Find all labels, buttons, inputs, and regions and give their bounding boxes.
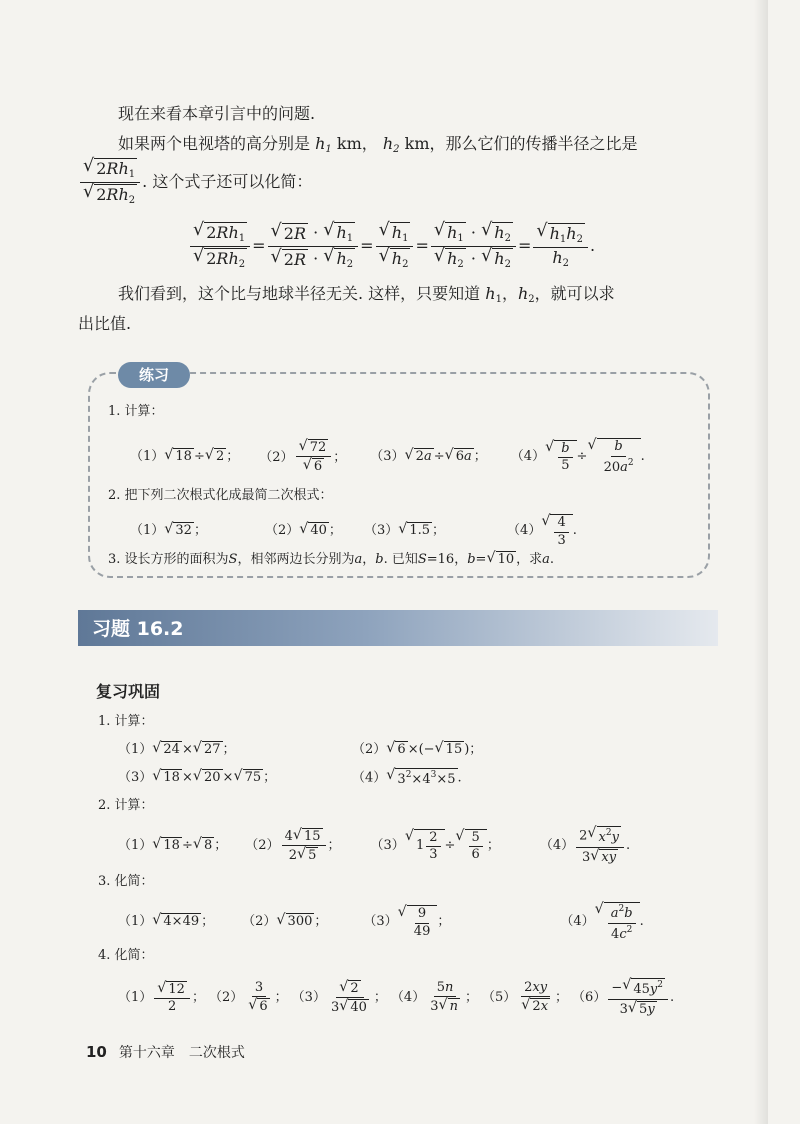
practice-q3-text-a: 3. 设长方形的面积为: [108, 552, 229, 567]
exercise-2-items: （1） √ 18 ÷ √ 8 ； （2） 4 √ 15 2 √ 5 ； （3） √ 1 $\frac{2}{3}$ ÷ √ $\frac{5}{6}$ ； （4） 2 √ $x^2y$ 3 √ xy .: [118, 825, 631, 865]
intro-text-b: 那么它们的传播半径之比是: [445, 134, 638, 153]
practice-q2-label: 2. 把下列二次根式化成最简二次根式：: [108, 488, 333, 503]
practice-q1-items: （1） √ 18 ÷ √ 2 ； （2） √ 72 √ 6 ； （3） √ 2a ÷ √ 6a ； （4） √ $\frac{b}{5}$ ÷ √ $\frac{b}{20a^2}$ .: [130, 437, 645, 475]
practice-q3-text-c: 已知: [391, 552, 418, 567]
practice-q1-label: 1. 计算：: [108, 404, 164, 419]
conclusion-text-b: ，就可以求: [534, 284, 615, 303]
display-equation: √ $2Rh_1$ √ $2Rh_2$ = √ 2R · √ $h_1$ √ 2R · √ $h_2$ = √ $h_1$ √ $h_2$ = √ $h_1$ · √ $h_2$ √ $h_2$ · √ $h_2$ = √ $h_1h_2$ $h_2$ .: [188, 222, 595, 270]
practice-tag: 练习: [118, 362, 190, 388]
practice-q2-items: （1） √ 32 ； （2） √ 40 ； （3） √ 1.5 ； （4） √ $\frac{4}{3}$ .: [130, 513, 577, 548]
page-binding-shadow: [754, 0, 768, 1124]
unit-km-2: km: [404, 134, 430, 153]
exercise-3-items: （1） √ 4×49 ； （2） √ 300 ； （3） √ $\frac{9}{49}$ ； （4） √ $\frac{a^2b}{4c^2}$ .: [118, 901, 644, 942]
var-h2: $h_2$: [382, 134, 400, 155]
page-footer: [86, 1042, 245, 1062]
exercise-1-4: （4） √ $3^2\times 4^3\times 5$ .: [352, 767, 462, 787]
conclusion-line-2: 出比值.: [78, 314, 132, 333]
exercise-4-label: 4. 化简：: [98, 948, 154, 963]
chapter-title: 第十六章 二次根式: [118, 1045, 245, 1061]
intro-text-a: 如果两个电视塔的高分别是: [118, 134, 311, 153]
practice-q3-text-d: 求: [529, 552, 543, 567]
practice-q3-text-b: ，相邻两边长分别为: [237, 552, 355, 567]
var-h1: $h_1$: [315, 134, 332, 155]
conclusion-text-a: 我们看到，这个比与地球半径无关. 这样，只要知道: [118, 284, 481, 303]
conclusion-line-1: 我们看到，这个比与地球半径无关. 这样，只要知道 $h_1$，$h_2$，就可以求: [118, 284, 615, 305]
exercise-1-2: （2） √ 6 ×(− √ 15 )；: [352, 740, 483, 758]
intro-line-2: 如果两个电视塔的高分别是 $h_1$ km， $h_2$ km，那么它们的传播半径之比是: [118, 134, 638, 155]
ratio-fraction: √ $2Rh_1$ √ $2Rh_2$: [80, 158, 140, 206]
review-heading: 复习巩固: [96, 682, 161, 701]
exercise-1-1: （1） √ 24 × √ 27 ；: [118, 740, 236, 758]
intro-text-c: . 这个式子还可以化简：: [142, 172, 313, 191]
intro-line-3: [78, 158, 312, 206]
practice-q3: 3. 设长方形的面积为S，相邻两边长分别为a，b. 已知S=16，b= √ 10 ，求a.: [108, 550, 555, 568]
section-title: 习题 16.2: [92, 618, 184, 640]
exercise-3-label: 3. 化简：: [98, 874, 154, 889]
exercise-1-label: 1. 计算：: [98, 714, 154, 729]
page-number: 10: [86, 1043, 107, 1061]
exercise-4-items: （1） √ 12 2 ； （2） 3 √ 6 ； （3） √ 2 3 √ 40 ； （4） 5n 3 √ n ； （5） 2xy √ 2x ； （6） − √ $45y^2$ 3 √ 5y .: [118, 977, 675, 1017]
exercise-1-3: （3） √ 18 × √ 20 × √ 75 ；: [118, 768, 277, 786]
exercise-2-label: 2. 计算：: [98, 798, 154, 813]
unit-km-1: km: [336, 134, 362, 153]
intro-line-1: 现在来看本章引言中的问题.: [118, 104, 316, 123]
